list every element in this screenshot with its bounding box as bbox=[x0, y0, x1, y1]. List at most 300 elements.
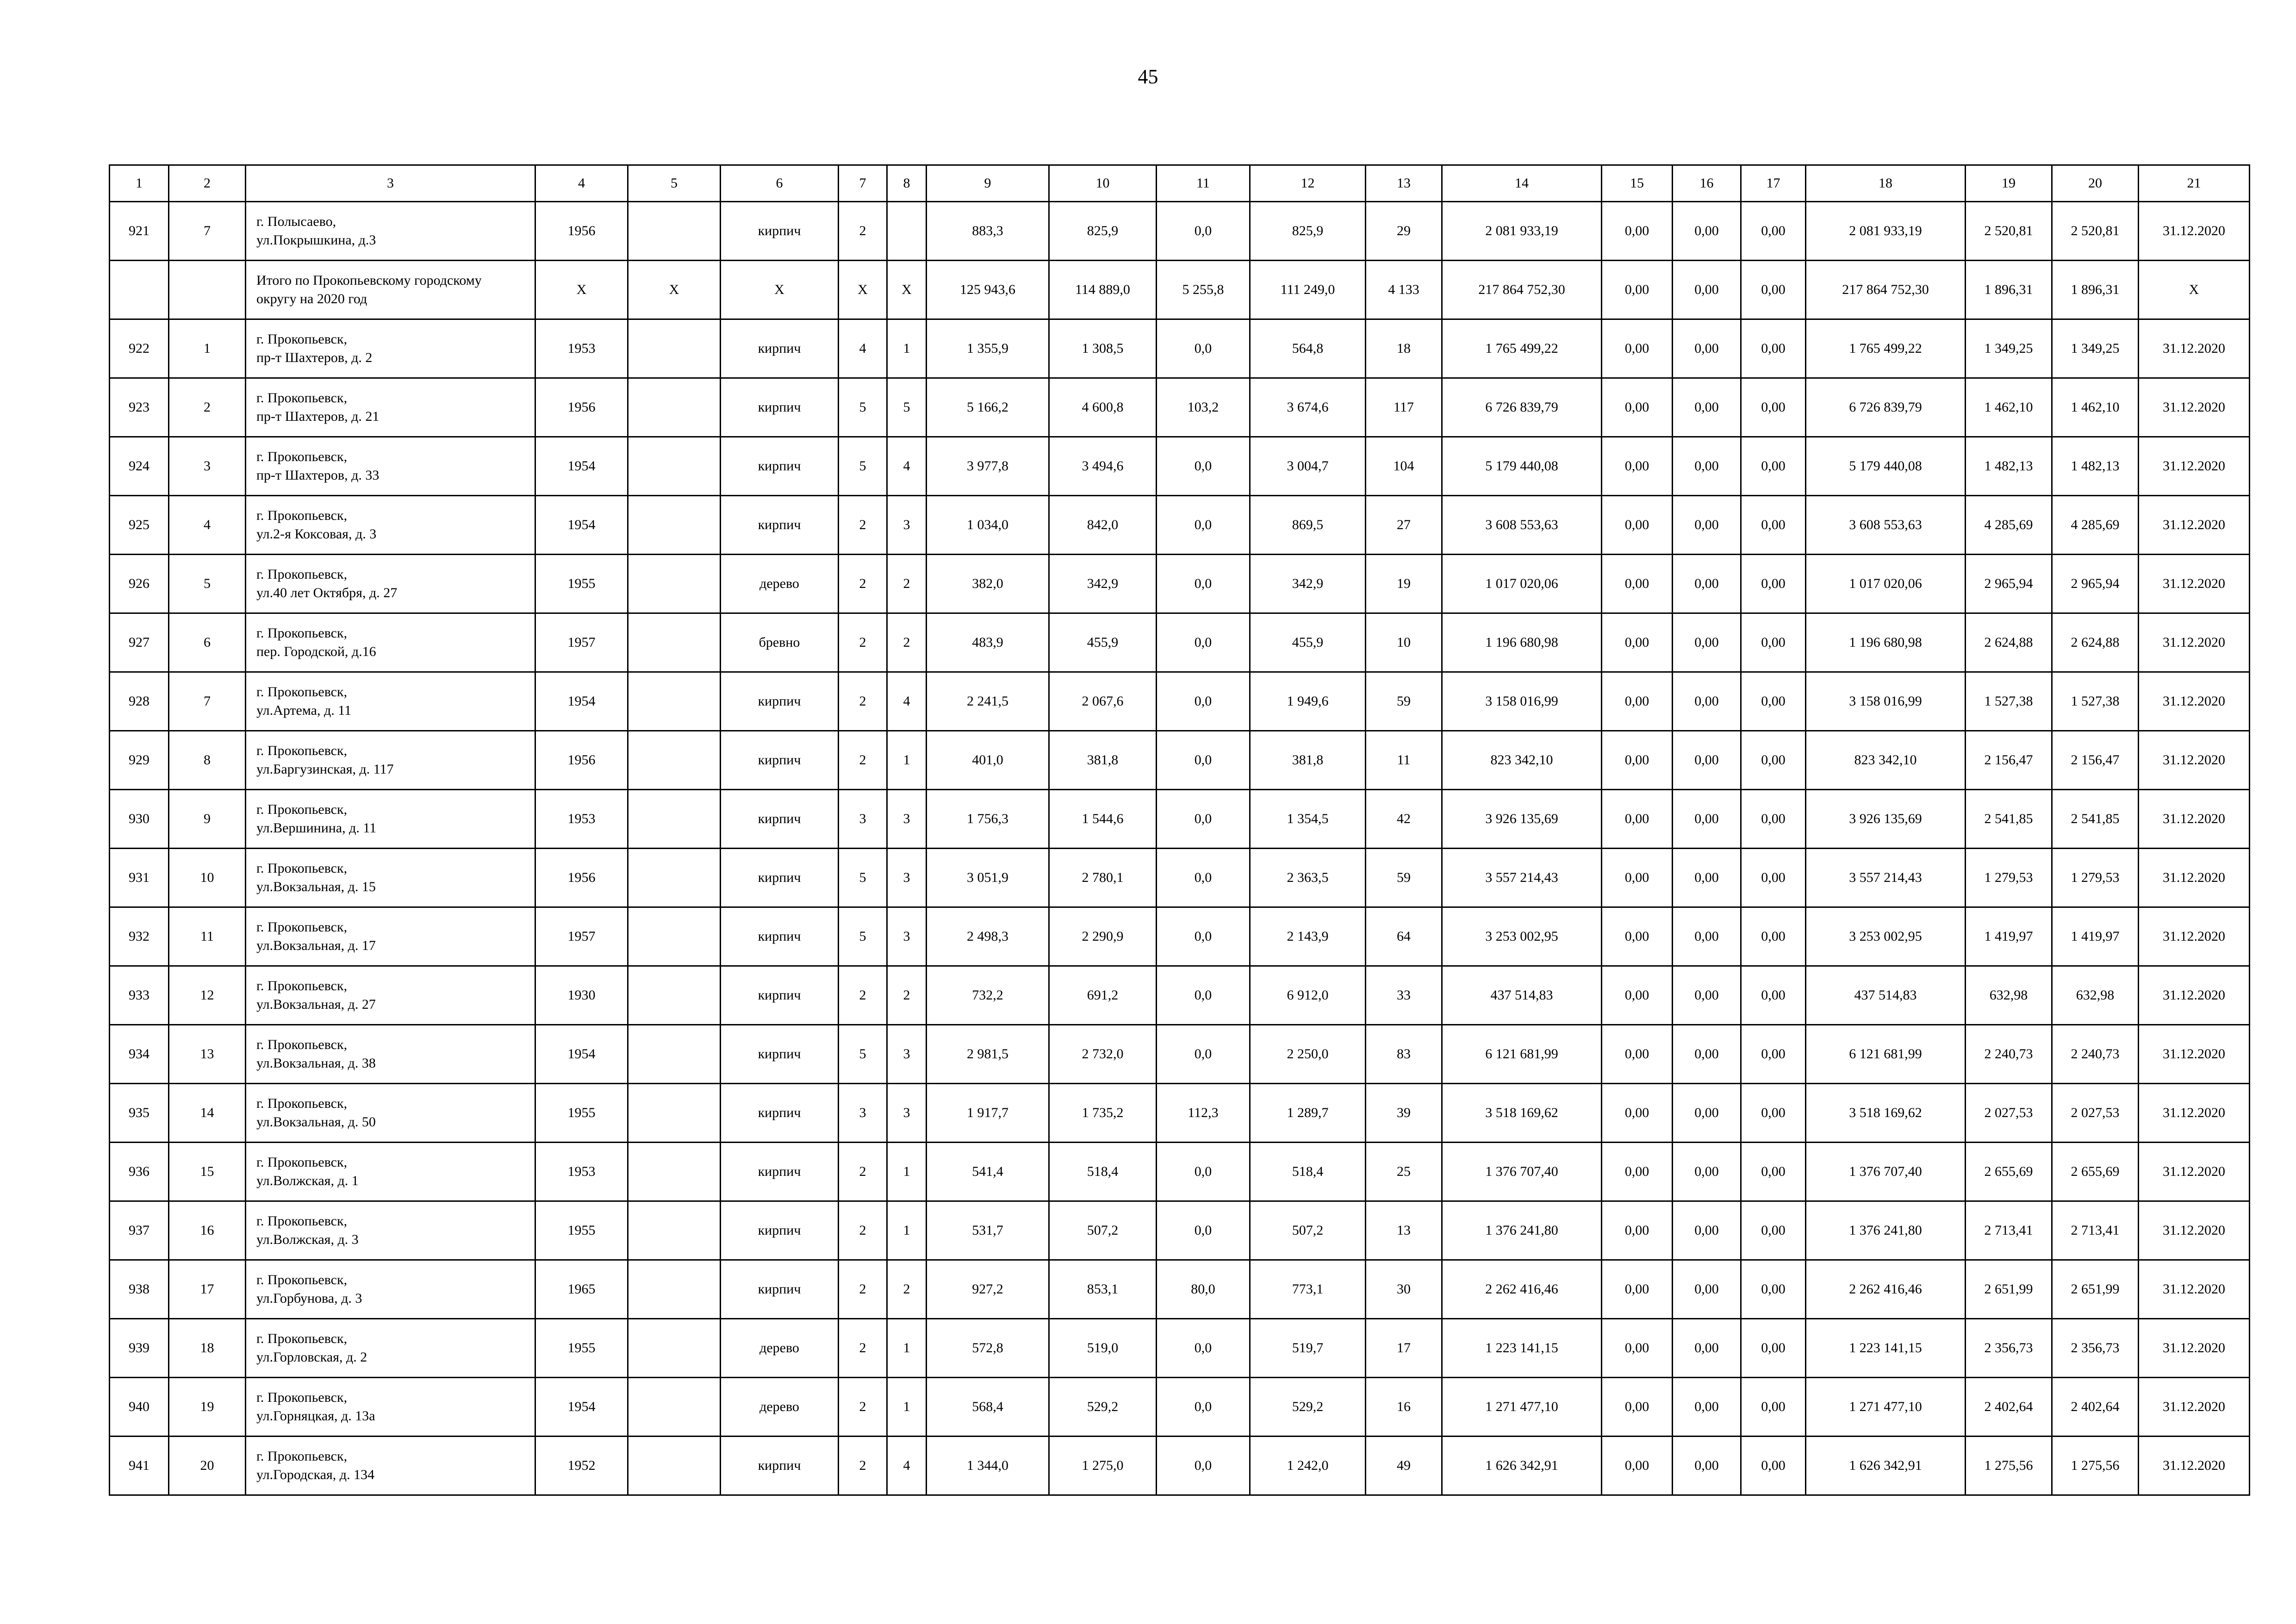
cell-col-15: 0,00 bbox=[1602, 731, 1673, 790]
cell-col-14: 1 196 680,98 bbox=[1442, 613, 1602, 672]
cell-col-13: 59 bbox=[1366, 849, 1442, 907]
address-line: г. Прокопьевск, bbox=[256, 1449, 348, 1464]
table-row bbox=[110, 1025, 2250, 1084]
column-number-19: 19 bbox=[1966, 165, 2052, 202]
cell-col-4: 1953 bbox=[535, 319, 628, 378]
cell-col-13: 11 bbox=[1366, 731, 1442, 790]
cell-col-15: 0,00 bbox=[1602, 1084, 1673, 1143]
address-line: ул.Артема, д. 11 bbox=[256, 703, 352, 718]
cell-col-13: 39 bbox=[1366, 1084, 1442, 1143]
cell-col-21: X bbox=[2139, 261, 2250, 319]
cell-col-8: 4 bbox=[887, 1437, 927, 1495]
cell-col-21: 31.12.2020 bbox=[2139, 907, 2250, 966]
address-cell bbox=[246, 1201, 535, 1260]
table-row bbox=[110, 555, 2250, 613]
cell-col-14: 1 271 477,10 bbox=[1442, 1378, 1602, 1437]
address-line: г. Прокопьевск, bbox=[256, 331, 348, 347]
cell-col-6: кирпич bbox=[721, 496, 839, 555]
cell-col-17: 0,00 bbox=[1741, 966, 1806, 1025]
cell-col-8 bbox=[887, 202, 927, 261]
address-cell bbox=[246, 1025, 535, 1084]
cell-col-12: 1 289,7 bbox=[1250, 1084, 1366, 1143]
cell-col-1: 928 bbox=[110, 672, 169, 731]
cell-col-2: 11 bbox=[169, 907, 246, 966]
cell-col-2: 9 bbox=[169, 790, 246, 849]
cell-col-19: 2 356,73 bbox=[1966, 1319, 2052, 1378]
address-line: ул.Горняцкая, д. 13а bbox=[256, 1408, 375, 1424]
cell-col-14: 3 926 135,69 bbox=[1442, 790, 1602, 849]
cell-col-14: 2 081 933,19 bbox=[1442, 202, 1602, 261]
address-line: г. Прокопьевск, bbox=[256, 919, 348, 935]
cell-col-5 bbox=[628, 672, 721, 731]
address-line: г. Прокопьевск, bbox=[256, 743, 348, 758]
address-line: г. Прокопьевск, bbox=[256, 1390, 348, 1405]
cell-col-4: 1956 bbox=[535, 849, 628, 907]
cell-col-12: 455,9 bbox=[1250, 613, 1366, 672]
column-number-2: 2 bbox=[169, 165, 246, 202]
cell-col-18: 1 017 020,06 bbox=[1806, 555, 1966, 613]
cell-col-8: 1 bbox=[887, 1319, 927, 1378]
cell-col-4: 1965 bbox=[535, 1260, 628, 1319]
cell-col-6: дерево bbox=[721, 555, 839, 613]
cell-col-16: 0,00 bbox=[1673, 1260, 1741, 1319]
cell-col-9: 1 917,7 bbox=[927, 1084, 1049, 1143]
address-line: ул.40 лет Октября, д. 27 bbox=[256, 585, 398, 600]
cell-col-7: 2 bbox=[839, 555, 887, 613]
cell-col-21: 31.12.2020 bbox=[2139, 1378, 2250, 1437]
cell-col-10: 691,2 bbox=[1049, 966, 1157, 1025]
cell-col-10: 1 735,2 bbox=[1049, 1084, 1157, 1143]
cell-col-16: 0,00 bbox=[1673, 907, 1741, 966]
cell-col-4: 1954 bbox=[535, 496, 628, 555]
cell-col-11: 5 255,8 bbox=[1157, 261, 1250, 319]
cell-col-2: 7 bbox=[169, 672, 246, 731]
cell-col-18: 1 196 680,98 bbox=[1806, 613, 1966, 672]
cell-col-8: 2 bbox=[887, 613, 927, 672]
cell-col-9: 927,2 bbox=[927, 1260, 1049, 1319]
cell-col-1: 938 bbox=[110, 1260, 169, 1319]
cell-col-6: кирпич bbox=[721, 319, 839, 378]
cell-col-17: 0,00 bbox=[1741, 731, 1806, 790]
cell-col-17: 0,00 bbox=[1741, 1319, 1806, 1378]
cell-col-21: 31.12.2020 bbox=[2139, 613, 2250, 672]
cell-col-15: 0,00 bbox=[1602, 1378, 1673, 1437]
cell-col-19: 1 482,13 bbox=[1966, 437, 2052, 496]
cell-col-18: 1 271 477,10 bbox=[1806, 1378, 1966, 1437]
cell-col-9: 2 498,3 bbox=[927, 907, 1049, 966]
cell-col-13: 42 bbox=[1366, 790, 1442, 849]
cell-col-12: 825,9 bbox=[1250, 202, 1366, 261]
cell-col-6: кирпич bbox=[721, 202, 839, 261]
cell-col-20: 2 713,41 bbox=[2052, 1201, 2139, 1260]
cell-col-6: кирпич bbox=[721, 966, 839, 1025]
cell-col-13: 104 bbox=[1366, 437, 1442, 496]
cell-col-6: кирпич bbox=[721, 907, 839, 966]
cell-col-11: 0,0 bbox=[1157, 907, 1250, 966]
cell-col-11: 0,0 bbox=[1157, 1437, 1250, 1495]
cell-col-15: 0,00 bbox=[1602, 555, 1673, 613]
cell-col-7: X bbox=[839, 261, 887, 319]
cell-col-6: кирпич bbox=[721, 672, 839, 731]
cell-col-10: 842,0 bbox=[1049, 496, 1157, 555]
cell-col-1: 936 bbox=[110, 1143, 169, 1201]
column-number-6: 6 bbox=[721, 165, 839, 202]
cell-col-18: 5 179 440,08 bbox=[1806, 437, 1966, 496]
cell-col-12: 3 004,7 bbox=[1250, 437, 1366, 496]
cell-col-21: 31.12.2020 bbox=[2139, 731, 2250, 790]
address-line: пр-т Шахтеров, д. 21 bbox=[256, 409, 380, 424]
cell-col-7: 5 bbox=[839, 1025, 887, 1084]
table-row bbox=[110, 907, 2250, 966]
cell-col-5 bbox=[628, 319, 721, 378]
cell-col-17: 0,00 bbox=[1741, 1260, 1806, 1319]
cell-col-10: 519,0 bbox=[1049, 1319, 1157, 1378]
cell-col-9: 3 977,8 bbox=[927, 437, 1049, 496]
cell-col-5 bbox=[628, 966, 721, 1025]
cell-col-14: 823 342,10 bbox=[1442, 731, 1602, 790]
cell-col-12: 1 354,5 bbox=[1250, 790, 1366, 849]
cell-col-6: кирпич bbox=[721, 1084, 839, 1143]
cell-col-16: 0,00 bbox=[1673, 1084, 1741, 1143]
address-line: г. Прокопьевск, bbox=[256, 1096, 348, 1111]
cell-col-6: кирпич bbox=[721, 1201, 839, 1260]
table-row bbox=[110, 319, 2250, 378]
cell-col-15: 0,00 bbox=[1602, 496, 1673, 555]
cell-col-14: 6 726 839,79 bbox=[1442, 378, 1602, 437]
cell-col-17: 0,00 bbox=[1741, 437, 1806, 496]
cell-col-12: 3 674,6 bbox=[1250, 378, 1366, 437]
cell-col-6: бревно bbox=[721, 613, 839, 672]
cell-col-2: 3 bbox=[169, 437, 246, 496]
cell-col-1: 941 bbox=[110, 1437, 169, 1495]
cell-col-21: 31.12.2020 bbox=[2139, 1084, 2250, 1143]
cell-col-13: 64 bbox=[1366, 907, 1442, 966]
address-line: г. Прокопьевск, bbox=[256, 1213, 348, 1229]
cell-col-1: 940 bbox=[110, 1378, 169, 1437]
cell-col-12: 564,8 bbox=[1250, 319, 1366, 378]
cell-col-17: 0,00 bbox=[1741, 261, 1806, 319]
cell-col-6: кирпич bbox=[721, 790, 839, 849]
cell-col-5 bbox=[628, 849, 721, 907]
cell-col-21: 31.12.2020 bbox=[2139, 1437, 2250, 1495]
cell-col-20: 2 402,64 bbox=[2052, 1378, 2139, 1437]
cell-col-14: 437 514,83 bbox=[1442, 966, 1602, 1025]
cell-col-17: 0,00 bbox=[1741, 319, 1806, 378]
cell-col-15: 0,00 bbox=[1602, 1319, 1673, 1378]
address-cell bbox=[246, 790, 535, 849]
cell-col-8: 5 bbox=[887, 378, 927, 437]
cell-col-10: 3 494,6 bbox=[1049, 437, 1157, 496]
cell-col-18: 3 557 214,43 bbox=[1806, 849, 1966, 907]
cell-col-16: 0,00 bbox=[1673, 849, 1741, 907]
address-line: г. Прокопьевск, bbox=[256, 1155, 348, 1170]
cell-col-4: 1955 bbox=[535, 1084, 628, 1143]
cell-col-9: 2 241,5 bbox=[927, 672, 1049, 731]
cell-col-17: 0,00 bbox=[1741, 378, 1806, 437]
cell-col-11: 103,2 bbox=[1157, 378, 1250, 437]
cell-col-12: 6 912,0 bbox=[1250, 966, 1366, 1025]
cell-col-5 bbox=[628, 1260, 721, 1319]
cell-col-13: 16 bbox=[1366, 1378, 1442, 1437]
column-number-10: 10 bbox=[1049, 165, 1157, 202]
cell-col-10: 2 290,9 bbox=[1049, 907, 1157, 966]
cell-col-1: 934 bbox=[110, 1025, 169, 1084]
cell-col-21: 31.12.2020 bbox=[2139, 496, 2250, 555]
cell-col-9: 572,8 bbox=[927, 1319, 1049, 1378]
address-line: г. Прокопьевск, bbox=[256, 861, 348, 876]
cell-col-8: 4 bbox=[887, 437, 927, 496]
cell-col-21: 31.12.2020 bbox=[2139, 319, 2250, 378]
cell-col-12: 381,8 bbox=[1250, 731, 1366, 790]
cell-col-2: 7 bbox=[169, 202, 246, 261]
cell-col-11: 0,0 bbox=[1157, 1025, 1250, 1084]
cell-col-12: 2 363,5 bbox=[1250, 849, 1366, 907]
cell-col-6: кирпич bbox=[721, 1143, 839, 1201]
cell-col-10: 825,9 bbox=[1049, 202, 1157, 261]
cell-col-17: 0,00 bbox=[1741, 613, 1806, 672]
table-row bbox=[110, 1437, 2250, 1495]
cell-col-12: 2 143,9 bbox=[1250, 907, 1366, 966]
address-line: ул.Вокзальная, д. 17 bbox=[256, 938, 376, 953]
cell-col-1: 926 bbox=[110, 555, 169, 613]
column-number-17: 17 bbox=[1741, 165, 1806, 202]
cell-col-8: 1 bbox=[887, 1201, 927, 1260]
cell-col-9: 3 051,9 bbox=[927, 849, 1049, 907]
cell-col-16: 0,00 bbox=[1673, 1201, 1741, 1260]
cell-col-9: 531,7 bbox=[927, 1201, 1049, 1260]
cell-col-10: 2 780,1 bbox=[1049, 849, 1157, 907]
address-line: ул.Вокзальная, д. 27 bbox=[256, 997, 376, 1012]
cell-col-18: 3 253 002,95 bbox=[1806, 907, 1966, 966]
cell-col-10: 529,2 bbox=[1049, 1378, 1157, 1437]
table-row bbox=[110, 1084, 2250, 1143]
column-number-12: 12 bbox=[1250, 165, 1366, 202]
cell-col-2: 18 bbox=[169, 1319, 246, 1378]
cell-col-17: 0,00 bbox=[1741, 202, 1806, 261]
cell-col-2: 1 bbox=[169, 319, 246, 378]
address-line: г. Прокопьевск, bbox=[256, 567, 348, 582]
cell-col-19: 2 520,81 bbox=[1966, 202, 2052, 261]
cell-col-18: 6 726 839,79 bbox=[1806, 378, 1966, 437]
table-row bbox=[110, 613, 2250, 672]
cell-col-20: 1 482,13 bbox=[2052, 437, 2139, 496]
cell-col-1: 923 bbox=[110, 378, 169, 437]
cell-col-16: 0,00 bbox=[1673, 672, 1741, 731]
cell-col-17: 0,00 bbox=[1741, 907, 1806, 966]
cell-col-18: 3 158 016,99 bbox=[1806, 672, 1966, 731]
cell-col-8: 3 bbox=[887, 790, 927, 849]
cell-col-12: 869,5 bbox=[1250, 496, 1366, 555]
column-number-row bbox=[110, 165, 2250, 202]
cell-col-13: 30 bbox=[1366, 1260, 1442, 1319]
cell-col-21: 31.12.2020 bbox=[2139, 672, 2250, 731]
table-row bbox=[110, 261, 2250, 319]
cell-col-10: 4 600,8 bbox=[1049, 378, 1157, 437]
address-line: ул.Городская, д. 134 bbox=[256, 1467, 375, 1482]
cell-col-16: 0,00 bbox=[1673, 1378, 1741, 1437]
cell-col-6: кирпич bbox=[721, 1025, 839, 1084]
cell-col-16: 0,00 bbox=[1673, 1437, 1741, 1495]
cell-col-19: 2 624,88 bbox=[1966, 613, 2052, 672]
cell-col-15: 0,00 bbox=[1602, 1260, 1673, 1319]
cell-col-17: 0,00 bbox=[1741, 496, 1806, 555]
cell-col-5 bbox=[628, 1437, 721, 1495]
cell-col-10: 2 067,6 bbox=[1049, 672, 1157, 731]
cell-col-19: 1 349,25 bbox=[1966, 319, 2052, 378]
column-number-16: 16 bbox=[1673, 165, 1741, 202]
cell-col-18: 823 342,10 bbox=[1806, 731, 1966, 790]
cell-col-14: 1 765 499,22 bbox=[1442, 319, 1602, 378]
cell-col-20: 2 965,94 bbox=[2052, 555, 2139, 613]
table-row bbox=[110, 437, 2250, 496]
cell-col-20: 2 624,88 bbox=[2052, 613, 2139, 672]
page-number: 45 bbox=[1138, 65, 1158, 88]
cell-col-1: 933 bbox=[110, 966, 169, 1025]
cell-col-8: 1 bbox=[887, 731, 927, 790]
cell-col-18: 1 223 141,15 bbox=[1806, 1319, 1966, 1378]
cell-col-20: 2 356,73 bbox=[2052, 1319, 2139, 1378]
cell-col-15: 0,00 bbox=[1602, 319, 1673, 378]
cell-col-9: 1 344,0 bbox=[927, 1437, 1049, 1495]
cell-col-20: 2 240,73 bbox=[2052, 1025, 2139, 1084]
cell-col-12: 519,7 bbox=[1250, 1319, 1366, 1378]
cell-col-4: X bbox=[535, 261, 628, 319]
cell-col-10: 342,9 bbox=[1049, 555, 1157, 613]
cell-col-20: 2 520,81 bbox=[2052, 202, 2139, 261]
table-row bbox=[110, 202, 2250, 261]
address-line: г. Прокопьевск, bbox=[256, 390, 348, 406]
cell-col-20: 1 527,38 bbox=[2052, 672, 2139, 731]
address-line: г. Прокопьевск, bbox=[256, 802, 348, 817]
cell-col-2: 5 bbox=[169, 555, 246, 613]
address-line: г. Прокопьевск, bbox=[256, 684, 348, 700]
cell-col-18: 3 608 553,63 bbox=[1806, 496, 1966, 555]
cell-col-4: 1956 bbox=[535, 202, 628, 261]
cell-col-14: 3 557 214,43 bbox=[1442, 849, 1602, 907]
cell-col-7: 5 bbox=[839, 378, 887, 437]
address-line: ул.2-я Коксовая, д. 3 bbox=[256, 526, 377, 542]
cell-col-11: 0,0 bbox=[1157, 1319, 1250, 1378]
cell-col-13: 117 bbox=[1366, 378, 1442, 437]
column-number-14: 14 bbox=[1442, 165, 1602, 202]
cell-col-16: 0,00 bbox=[1673, 1143, 1741, 1201]
cell-col-19: 2 651,99 bbox=[1966, 1260, 2052, 1319]
cell-col-12: 773,1 bbox=[1250, 1260, 1366, 1319]
cell-col-2: 17 bbox=[169, 1260, 246, 1319]
cell-col-11: 0,0 bbox=[1157, 672, 1250, 731]
cell-col-9: 401,0 bbox=[927, 731, 1049, 790]
cell-col-19: 2 713,41 bbox=[1966, 1201, 2052, 1260]
cell-col-11: 0,0 bbox=[1157, 202, 1250, 261]
cell-col-8: 2 bbox=[887, 966, 927, 1025]
cell-col-4: 1956 bbox=[535, 731, 628, 790]
cell-col-1: 927 bbox=[110, 613, 169, 672]
cell-col-5 bbox=[628, 378, 721, 437]
cell-col-1: 939 bbox=[110, 1319, 169, 1378]
cell-col-12: 529,2 bbox=[1250, 1378, 1366, 1437]
cell-col-20: 1 419,97 bbox=[2052, 907, 2139, 966]
table-row bbox=[110, 731, 2250, 790]
cell-col-15: 0,00 bbox=[1602, 966, 1673, 1025]
cell-col-6: кирпич bbox=[721, 1437, 839, 1495]
cell-col-4: 1957 bbox=[535, 613, 628, 672]
address-cell bbox=[246, 1437, 535, 1495]
cell-col-9: 1 355,9 bbox=[927, 319, 1049, 378]
cell-col-11: 0,0 bbox=[1157, 966, 1250, 1025]
cell-col-16: 0,00 bbox=[1673, 437, 1741, 496]
cell-col-11: 0,0 bbox=[1157, 437, 1250, 496]
table-row bbox=[110, 1201, 2250, 1260]
address-line: ул.Вокзальная, д. 38 bbox=[256, 1056, 376, 1071]
cell-col-6: кирпич bbox=[721, 849, 839, 907]
cell-col-13: 25 bbox=[1366, 1143, 1442, 1201]
address-line: пр-т Шахтеров, д. 33 bbox=[256, 468, 380, 483]
cell-col-1: 925 bbox=[110, 496, 169, 555]
cell-col-4: 1957 bbox=[535, 907, 628, 966]
address-line: г. Прокопьевск, bbox=[256, 1272, 348, 1287]
address-line: г. Прокопьевск, bbox=[256, 449, 348, 464]
cell-col-13: 33 bbox=[1366, 966, 1442, 1025]
cell-col-2: 4 bbox=[169, 496, 246, 555]
address-line: ул.Вершинина, д. 11 bbox=[256, 820, 377, 836]
cell-col-11: 0,0 bbox=[1157, 849, 1250, 907]
cell-col-8: 2 bbox=[887, 555, 927, 613]
cell-col-20: 1 462,10 bbox=[2052, 378, 2139, 437]
column-number-13: 13 bbox=[1366, 165, 1442, 202]
cell-col-10: 455,9 bbox=[1049, 613, 1157, 672]
cell-col-15: 0,00 bbox=[1602, 378, 1673, 437]
address-line: г. Прокопьевск, bbox=[256, 625, 348, 641]
cell-col-9: 568,4 bbox=[927, 1378, 1049, 1437]
address-line: ул.Вокзальная, д. 15 bbox=[256, 879, 376, 894]
cell-col-2: 15 bbox=[169, 1143, 246, 1201]
address-line: ул.Волжская, д. 1 bbox=[256, 1173, 359, 1188]
cell-col-17: 0,00 bbox=[1741, 1084, 1806, 1143]
cell-col-2: 16 bbox=[169, 1201, 246, 1260]
cell-col-17: 0,00 bbox=[1741, 1201, 1806, 1260]
cell-col-10: 114 889,0 bbox=[1049, 261, 1157, 319]
cell-col-5: X bbox=[628, 261, 721, 319]
cell-col-11: 80,0 bbox=[1157, 1260, 1250, 1319]
cell-col-4: 1954 bbox=[535, 1025, 628, 1084]
cell-col-6: кирпич bbox=[721, 378, 839, 437]
cell-col-21: 31.12.2020 bbox=[2139, 1201, 2250, 1260]
cell-col-14: 3 518 169,62 bbox=[1442, 1084, 1602, 1143]
cell-col-18: 1 626 342,91 bbox=[1806, 1437, 1966, 1495]
cell-col-8: 1 bbox=[887, 1378, 927, 1437]
address-line: ул.Баргузинская, д. 117 bbox=[256, 762, 394, 777]
cell-col-1 bbox=[110, 261, 169, 319]
cell-col-13: 18 bbox=[1366, 319, 1442, 378]
cell-col-1: 924 bbox=[110, 437, 169, 496]
cell-col-8: X bbox=[887, 261, 927, 319]
cell-col-4: 1955 bbox=[535, 1319, 628, 1378]
cell-col-19: 2 402,64 bbox=[1966, 1378, 2052, 1437]
table-body bbox=[110, 202, 2250, 1495]
cell-col-21: 31.12.2020 bbox=[2139, 378, 2250, 437]
housing-registry-table bbox=[109, 164, 2250, 1496]
address-cell bbox=[246, 613, 535, 672]
address-cell bbox=[246, 966, 535, 1025]
cell-col-7: 3 bbox=[839, 790, 887, 849]
cell-col-15: 0,00 bbox=[1602, 261, 1673, 319]
cell-col-13: 10 bbox=[1366, 613, 1442, 672]
cell-col-18: 2 081 933,19 bbox=[1806, 202, 1966, 261]
cell-col-16: 0,00 bbox=[1673, 1319, 1741, 1378]
cell-col-16: 0,00 bbox=[1673, 966, 1741, 1025]
address-cell bbox=[246, 555, 535, 613]
cell-col-20: 2 651,99 bbox=[2052, 1260, 2139, 1319]
